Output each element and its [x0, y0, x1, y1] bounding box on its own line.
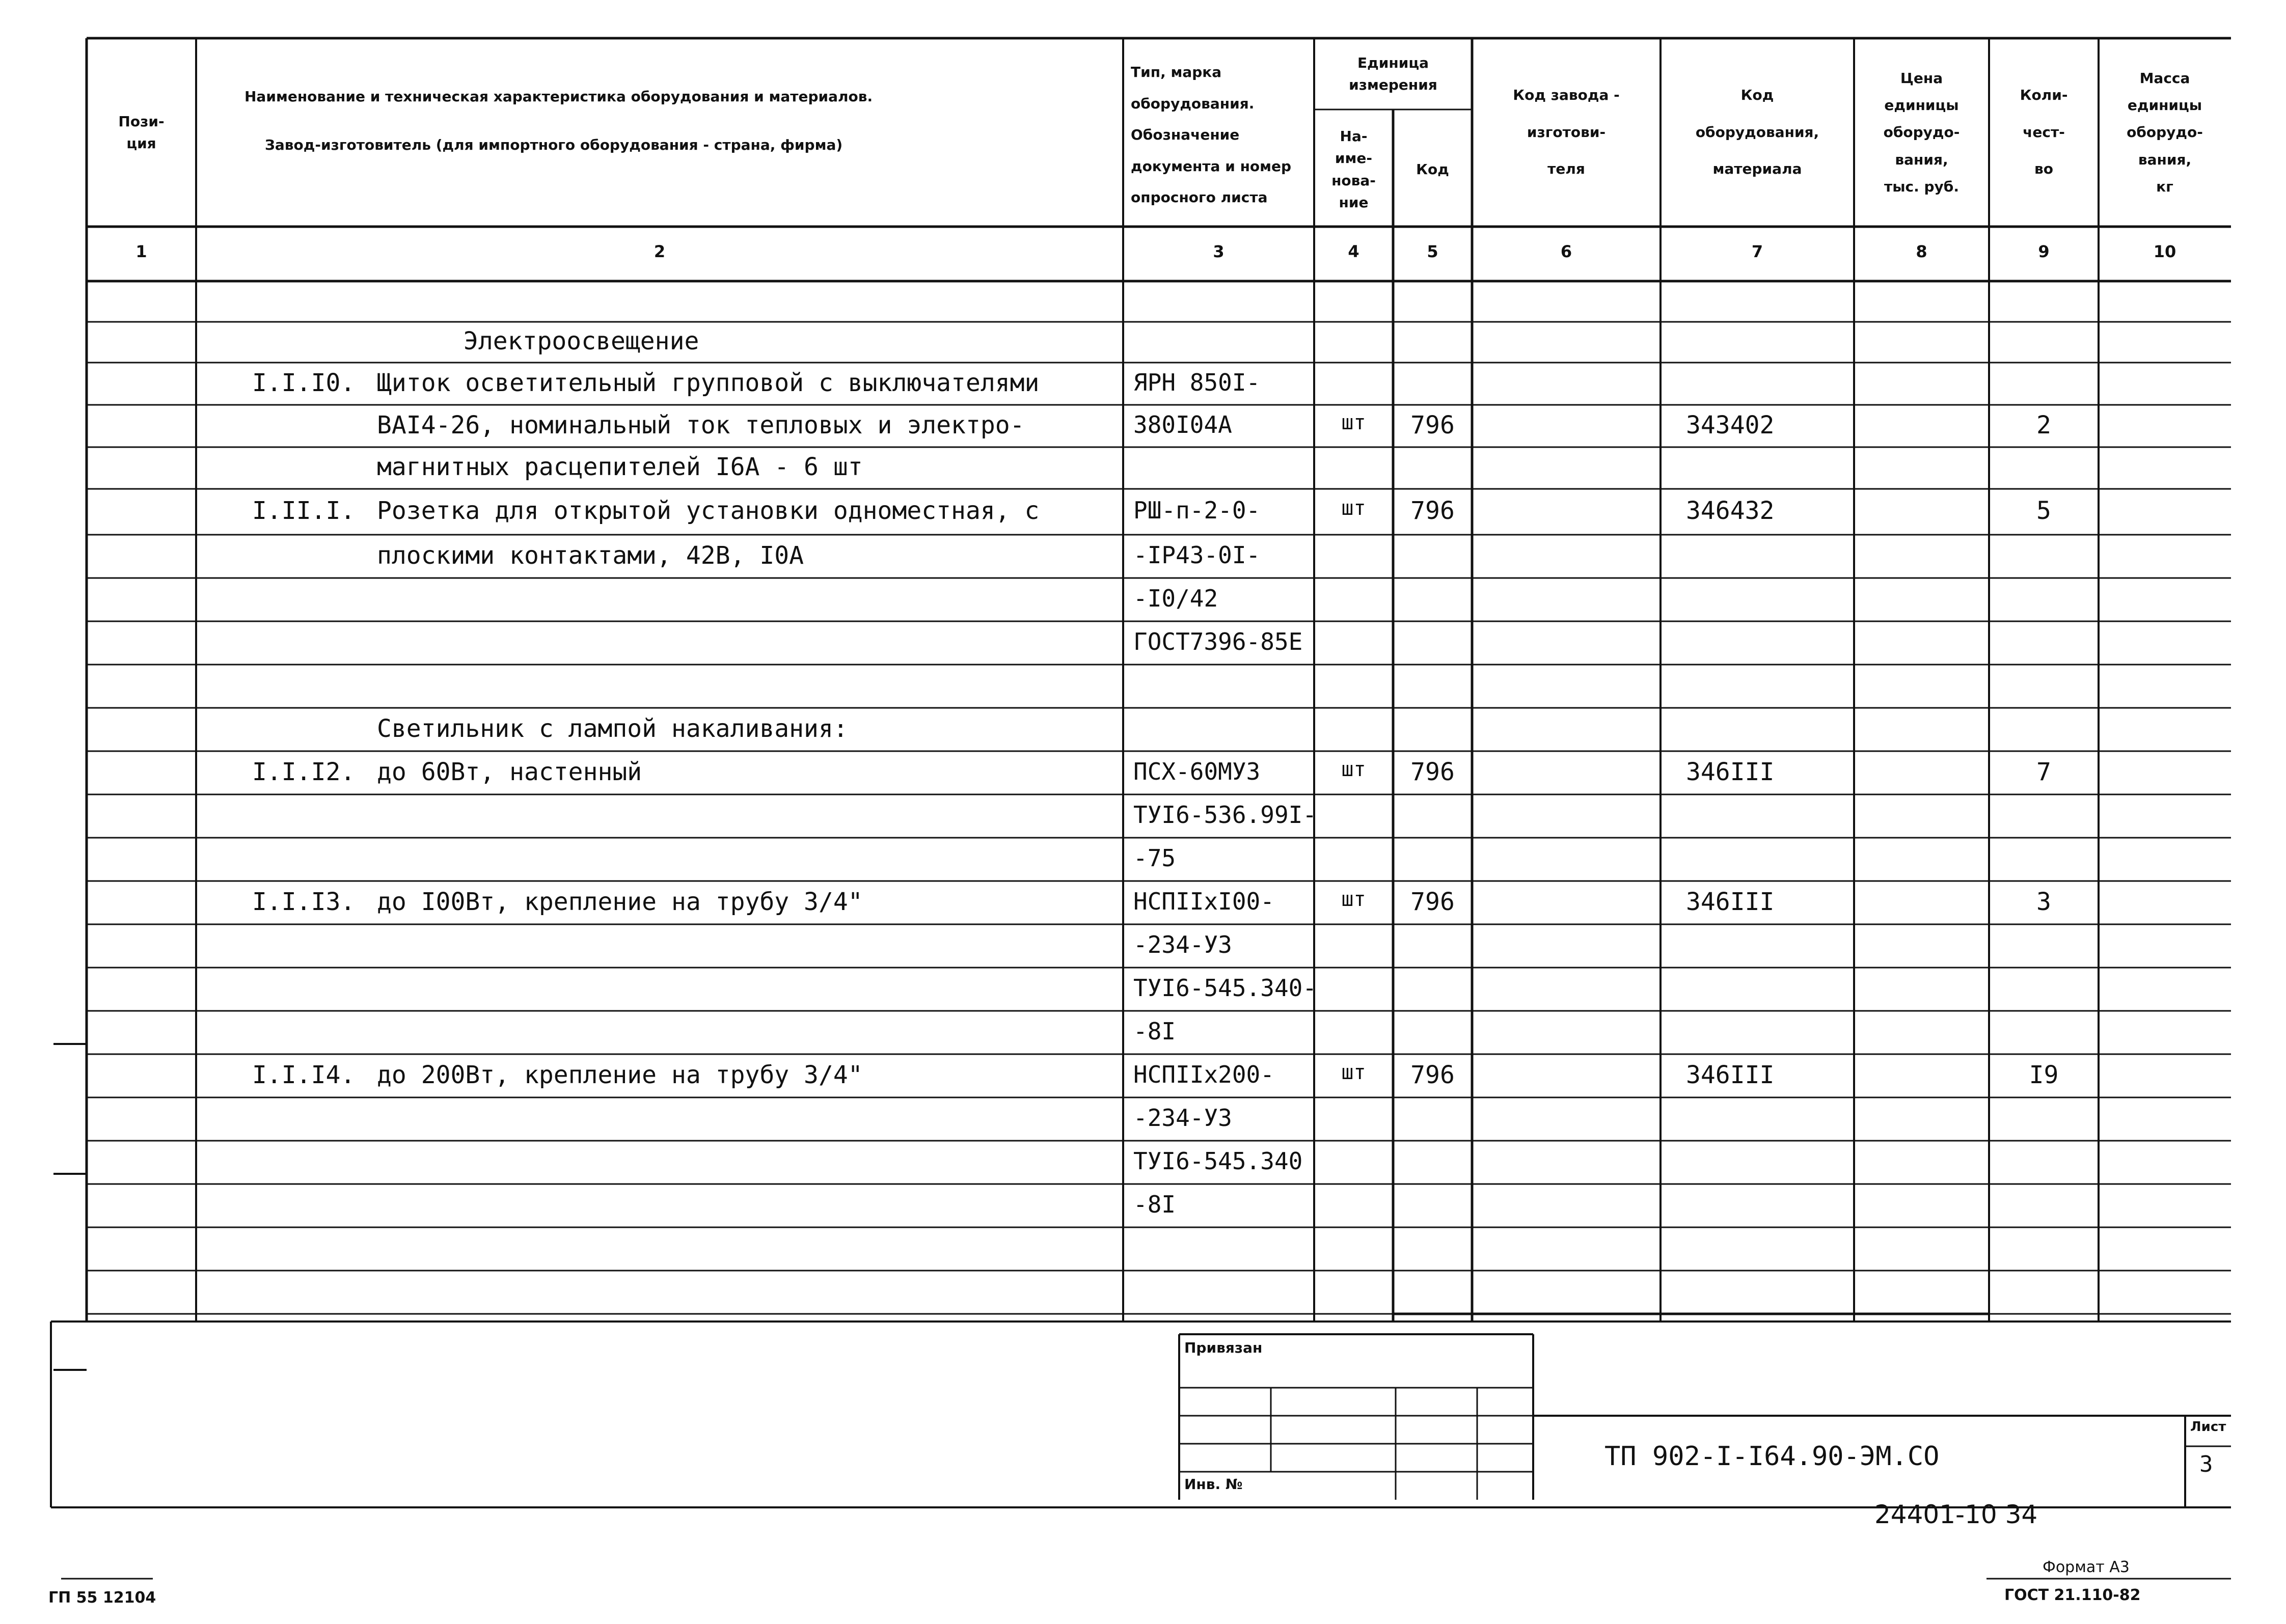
header-unit-price: Цена единицы оборудо- вания, тыс. руб. [1883, 70, 1960, 195]
cell-type: 380I04А [1133, 410, 1232, 438]
cell-type: -234-У3 [1133, 930, 1232, 958]
cell-qty: 7 [2036, 757, 2051, 786]
stamp-inv-no: Инв. № [1184, 1476, 1243, 1493]
cell-type: ПСХ-60МУ3 [1133, 757, 1261, 785]
column-number: 1 [135, 242, 147, 261]
cell-name: Щиток осветительный групповой с выключателями [377, 368, 1040, 397]
column-number: 8 [1916, 242, 1927, 261]
cell-type: ТУI6-536.99I- [1133, 801, 1317, 829]
cell-name: ВАI4-26, номинальный ток тепловых и электро- [377, 410, 1025, 439]
stamp-sheet-number: 3 [2199, 1451, 2213, 1477]
cell-eqcode: 346III [1686, 757, 1775, 786]
cell-type: ЯРН 850I- [1133, 368, 1261, 396]
cell-code: 796 [1410, 410, 1455, 439]
cell-unit: шт [1341, 497, 1366, 520]
cell-code: 796 [1410, 757, 1455, 786]
column-number: 5 [1427, 242, 1438, 261]
cell-name: до 200Вт, крепление на трубу 3/4" [377, 1060, 863, 1089]
cell-type: -IP43-0I- [1133, 541, 1261, 569]
cell-type: -8I [1133, 1190, 1176, 1218]
header-type: Тип, марка оборудования. Обозначение документа и номер опросного листа [1131, 64, 1292, 206]
column-number: 3 [1213, 242, 1224, 261]
cell-pos: I.I.I4. [252, 1060, 356, 1089]
cell-unit: шт [1341, 410, 1366, 434]
left-code-label: ГП 55 12104 [48, 1589, 156, 1607]
cell-qty: 5 [2036, 497, 2051, 525]
cell-unit: шт [1341, 1060, 1366, 1084]
cell-type: ТУI6-545.340 [1133, 1147, 1303, 1175]
cell-type: -234-У3 [1133, 1104, 1232, 1132]
cell-qty: 3 [2036, 887, 2051, 916]
cell-pos: I.I.I3. [252, 887, 356, 916]
cell-type: -8I [1133, 1017, 1176, 1045]
cell-name: Розетка для открытой установки одноместная, с [377, 497, 1040, 525]
cell-name: Светильник с лампой накаливания: [377, 714, 848, 743]
cell-eqcode: 346III [1686, 887, 1775, 916]
cell-name: Электроосвещение [464, 327, 699, 355]
header-plant-code: Код завода - изготови- теля [1513, 86, 1620, 178]
header-quantity: Коли- чест- во [2020, 86, 2068, 178]
cell-type: НСПIIх200- [1133, 1060, 1274, 1088]
header-name-line2: Завод-изготовитель (для импортного оборудования - страна, фирма) [265, 136, 843, 154]
cell-qty: 2 [2036, 410, 2051, 439]
cell-unit: шт [1341, 757, 1366, 781]
gost-label: ГОСТ 21.110-82 [2004, 1586, 2141, 1604]
cell-unit: шт [1341, 887, 1366, 911]
stamp-privyazan: Привязан [1184, 1339, 1263, 1356]
cell-pos: I.I.I0. [252, 368, 356, 397]
cell-name: магнитных расцепителей I6А - 6 шт [377, 453, 863, 481]
cell-qty: I9 [2029, 1060, 2059, 1089]
cell-eqcode: 346III [1686, 1060, 1775, 1089]
cell-pos: I.I.I2. [252, 757, 356, 786]
cell-type: ТУI6-545.340- [1133, 974, 1317, 1002]
cell-type: -I0/42 [1133, 584, 1218, 612]
header-equipment-code: Код оборудования, материала [1695, 86, 1819, 178]
column-number: 4 [1348, 242, 1359, 261]
cell-type: -75 [1133, 844, 1176, 872]
header-unit-group: Единица измерения [1349, 54, 1437, 93]
header-unit-name: На- име- нова- ние [1331, 127, 1376, 211]
format-label: Формат А3 [2043, 1558, 2130, 1576]
cell-name: до I00Вт, крепление на трубу 3/4" [377, 887, 863, 916]
cell-type: ГОСТ7396-85Е [1133, 627, 1303, 655]
cell-pos: I.II.I. [252, 497, 356, 525]
column-number: 10 [2153, 242, 2176, 261]
cell-code: 796 [1410, 497, 1455, 525]
document-code: ТП 902-I-I64.90-ЭМ.СО [1604, 1441, 1940, 1472]
column-number: 9 [2038, 242, 2050, 261]
header-position: Пози- ция [118, 113, 165, 152]
cell-type: НСПIIхI00- [1133, 887, 1274, 915]
header-unit-code: Код [1416, 160, 1449, 178]
cell-name: до 60Вт, настенный [377, 757, 642, 786]
cell-code: 796 [1410, 1060, 1455, 1089]
stamp-sheet-label: Лист [2190, 1419, 2226, 1435]
cell-eqcode: 346432 [1686, 497, 1775, 525]
cell-type: РШ-п-2-0- [1133, 497, 1261, 524]
cell-eqcode: 343402 [1686, 410, 1775, 439]
column-number: 2 [654, 242, 666, 261]
handwritten-number: 24401-10 34 [1874, 1500, 2038, 1529]
header-unit-mass: Масса единицы оборудо- вания, кг [2127, 70, 2203, 195]
cell-name: плоскими контактами, 42В, I0А [377, 541, 804, 570]
column-number: 6 [1560, 242, 1572, 261]
header-name-line1: Наименование и техническая характеристика оборудования и материалов. [244, 88, 873, 105]
column-number: 7 [1751, 242, 1763, 261]
cell-code: 796 [1410, 887, 1455, 916]
